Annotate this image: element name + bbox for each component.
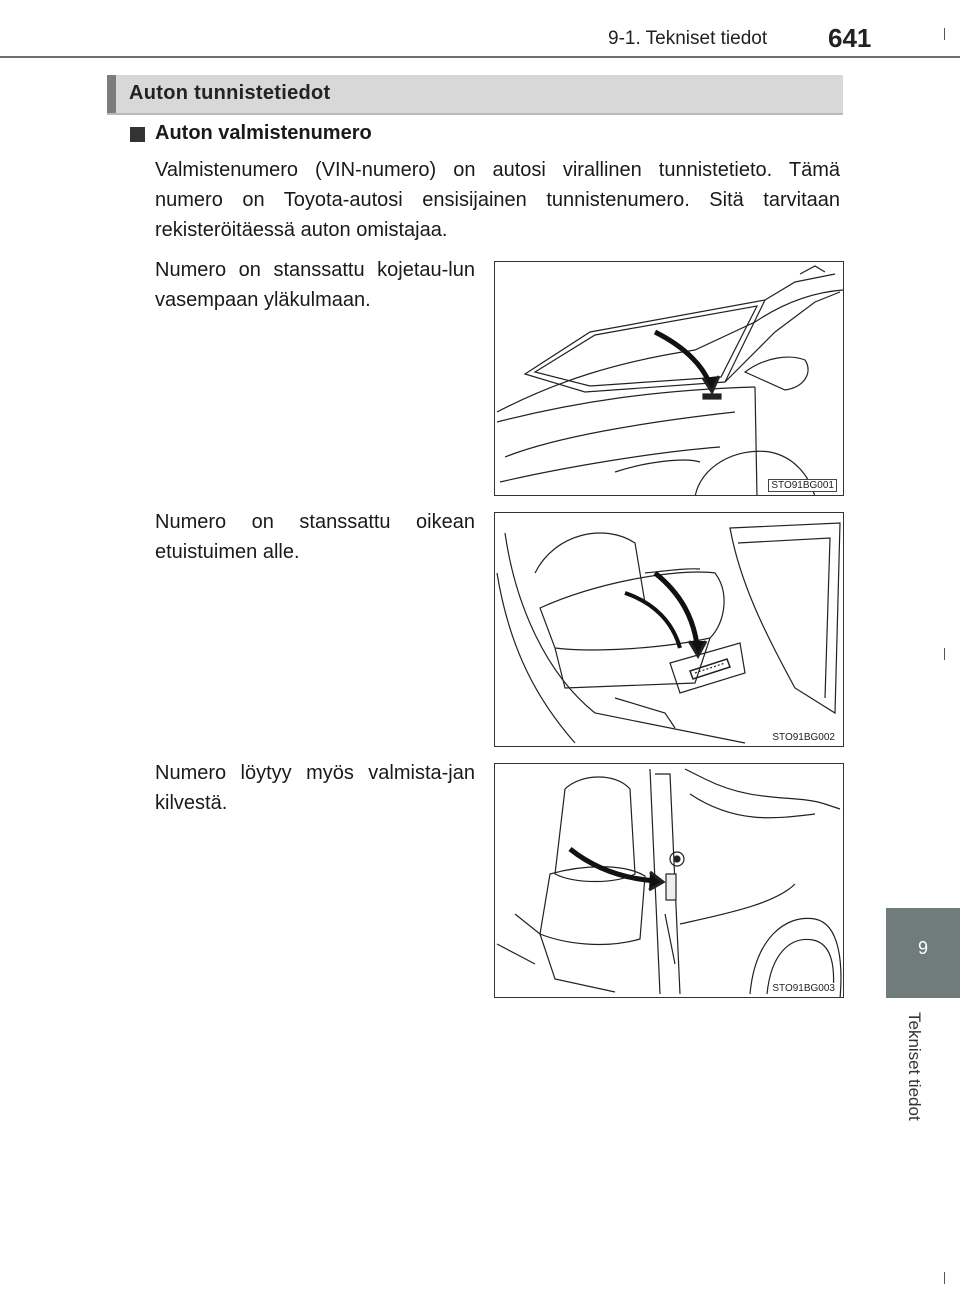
section-heading-band bbox=[107, 75, 843, 115]
figure-caption: Numero on stanssattu kojetau-lun vasempaan yläkulmaan. bbox=[155, 259, 475, 311]
figure-door-pillar-illustration bbox=[494, 763, 844, 998]
figure-code: STO91BG003 bbox=[772, 983, 835, 994]
figure-caption: Numero löytyy myös valmista-jan kilvestä. bbox=[155, 762, 475, 814]
figure-code: STO91BG002 bbox=[772, 732, 835, 743]
figure-code: STO91BG001 bbox=[768, 479, 837, 492]
section-heading-marker bbox=[107, 75, 116, 113]
body-paragraph: Valmistenumero (VIN-numero) on autosi virallinen tunnistetieto. Tämä numero on Toyota-autosi ensisijainen tunnistenumero. Sitä tarvitaan rekisteröitäessä auton omistajaa. bbox=[155, 159, 840, 241]
header-section-title: 9-1. Tekniset tiedot bbox=[608, 28, 768, 49]
chapter-label bbox=[894, 1012, 924, 1142]
chapter-label-text: Tekniset tiedot bbox=[905, 1012, 924, 1121]
subsection-square-bullet bbox=[130, 127, 145, 142]
figure-caption: Numero on stanssattu oikean etuistuimen alle. bbox=[155, 511, 475, 563]
figure-under-seat-illustration bbox=[494, 512, 844, 747]
figure-windshield-illustration bbox=[494, 261, 844, 496]
chapter-number: 9 bbox=[917, 938, 928, 958]
crop-mark bbox=[944, 1272, 945, 1284]
header-rule bbox=[0, 56, 960, 58]
crop-mark bbox=[944, 648, 945, 660]
section-heading: Auton tunnistetiedot bbox=[129, 82, 331, 104]
subsection-heading: Auton valmistenumero bbox=[155, 122, 372, 144]
crop-mark bbox=[944, 28, 945, 40]
page-number: 641 bbox=[828, 23, 872, 53]
chapter-tab bbox=[886, 908, 960, 998]
